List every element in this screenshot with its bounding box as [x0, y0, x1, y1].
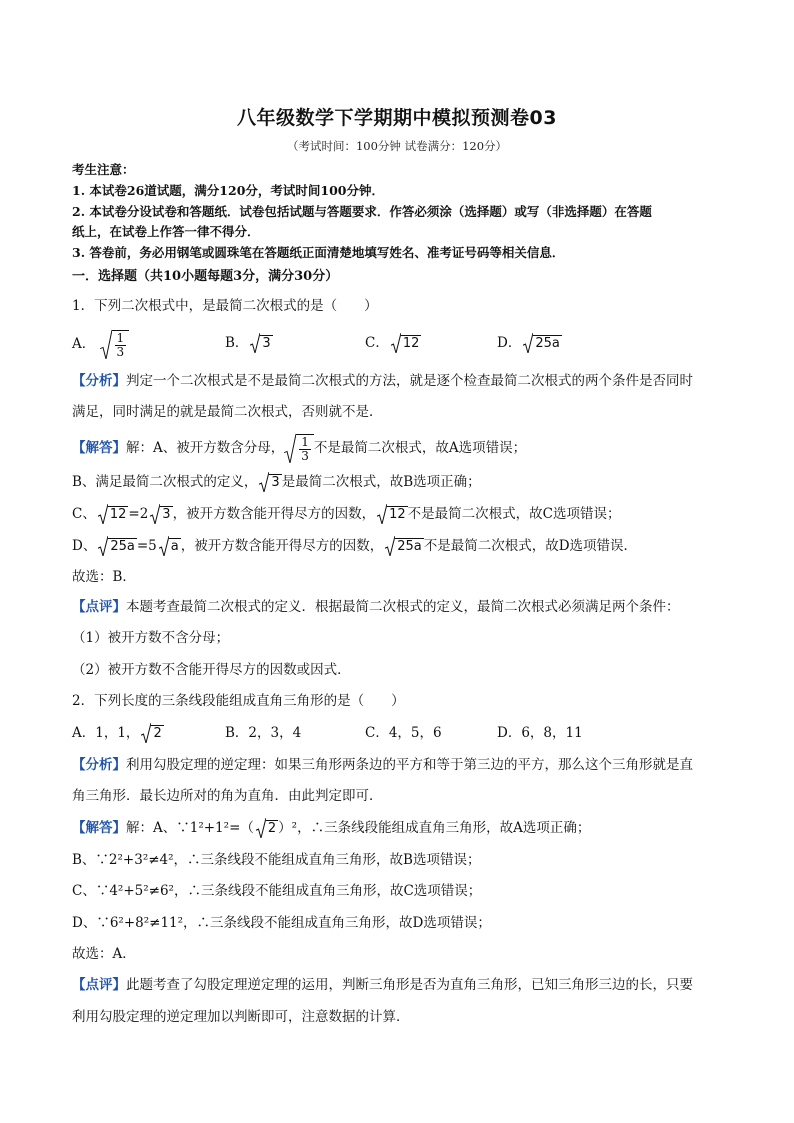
- q1-option-c: C． 12: [365, 335, 420, 351]
- q2-answer-c: C、∵4²+5²≠6²，∴三条线段不能组成直角三角形，故C选项错误；: [72, 883, 482, 899]
- notice-item-3: 3. 答卷前，务必用钢笔或圆珠笔在答题纸正面清楚地填写姓名、准考证号码等相关信息．: [72, 245, 565, 260]
- q2-answer-a: 【解答】解：A、∵1²+1²=（ 2 ）²，∴三条线段能组成直角三角形，故A选项正确；: [72, 820, 591, 836]
- section-heading: 一．选择题（共10小题每题3分，满分30分）: [72, 269, 339, 284]
- radical-sign-icon: [159, 536, 169, 556]
- radical-sign-icon: [377, 504, 387, 524]
- q1-comment-1: （1）被开方数不含分母；: [72, 630, 230, 646]
- comment-tag: 【点评】: [72, 977, 126, 993]
- radical-sign-icon: [256, 818, 266, 838]
- q2-option-d: D．6，8，11: [497, 725, 583, 741]
- q2-comment: 【点评】此题考查了勾股定理逆定理的运用，判断三角形是否为直角三角形，已知三角形三边的长，只要: [72, 977, 693, 993]
- analysis-tag: 【分析】: [72, 373, 126, 389]
- q1-answer-b: B、满足最简二次根式的定义， 3 是最简二次根式，故B选项正确；: [72, 474, 481, 490]
- q2-option-a: A．1，1， 2: [72, 725, 162, 741]
- q2-answer-b: B、∵2²+3²≠4²，∴三条线段不能组成直角三角形，故B选项错误；: [72, 852, 481, 868]
- radical-sign-icon: [391, 333, 401, 353]
- q1-option-a: [72, 330, 129, 359]
- exam-subtitle: （考试时间：100分钟 试卷满分：120分）: [286, 139, 508, 153]
- q1-comment: 【点评】本题考查最简二次根式的定义．根据最简二次根式的定义，最简二次根式必须满足两个条件：: [72, 599, 680, 615]
- radical-sign-icon: [523, 333, 533, 353]
- radical-sign-icon: [250, 333, 260, 353]
- notice-heading: 考生注意：: [72, 162, 135, 177]
- q1-analysis-cont: 满足，同时满足的就是最简二次根式，否则就不是．: [72, 404, 383, 420]
- q1-answer-d: D、 25a =5 a ，被开方数含能开得尽方的因数， 25a 不是最简二次根式，故D选项错误．: [72, 538, 638, 554]
- q2-answer-d: D、∵6²+8²≠11²，∴三条线段不能组成直角三角形，故D选项错误；: [72, 915, 491, 931]
- answer-tag: 【解答】: [72, 440, 126, 456]
- q1-answer-c: C、 12 =2 3 ，被开方数含能开得尽方的因数， 12 不是最简二次根式，故C选项错误；: [72, 506, 621, 522]
- q1-option-b: B． 3: [225, 335, 271, 351]
- radical-sign-icon: [150, 504, 160, 524]
- q2-option-c: C．4，5，6: [365, 725, 442, 741]
- radical-sign-icon: [385, 536, 395, 556]
- answer-tag: 【解答】: [72, 820, 126, 836]
- radical-sign-icon: [100, 330, 112, 359]
- q1-comment-2: （2）被开方数不含能开得尽方的因数或因式．: [72, 662, 351, 678]
- q1-choice: 故选：B．: [72, 569, 136, 585]
- notice-item-2: 2. 本试卷分设试卷和答题纸．试卷包括试题与答题要求．作答必须涂（选择题）或写（非选择题）在答题: [72, 204, 652, 219]
- radical-sign-icon: [98, 504, 108, 524]
- q1-answer-a: 【解答】解：A、被开方数含分母， $\frac{1}{3}$ 不是最简二次根式，故A选项错误；: [72, 435, 527, 463]
- q1-option-a-label: A．: [72, 336, 96, 352]
- q1-option-d-label: D．: [497, 335, 522, 351]
- q2-choice: 故选：A．: [72, 946, 136, 962]
- notice-item-2-cont: 纸上，在试卷上作答一律不得分．: [72, 224, 260, 239]
- q1-option-d: D． 25a: [497, 335, 560, 351]
- q1-analysis: 【分析】判定一个二次根式是不是最简二次根式的方法，就是逐个检查最简二次根式的两个条件是否同时: [72, 373, 693, 389]
- q2-option-b: B．2，3，4: [225, 725, 302, 741]
- radical-sign-icon: [141, 723, 151, 743]
- analysis-tag: 【分析】: [72, 757, 126, 773]
- q2-comment-cont: 利用勾股定理的逆定理加以判断即可，注意数据的计算．: [72, 1009, 410, 1025]
- q1-option-b-label: B．: [225, 335, 249, 351]
- q2-analysis: 【分析】利用勾股定理的逆定理：如果三角形两条边的平方和等于第三边的平方，那么这个三角形就是直: [72, 757, 693, 773]
- q1-option-c-label: C．: [365, 335, 389, 351]
- notice-item-1: 1. 本试卷26道试题，满分120分，考试时间100分钟．: [72, 183, 384, 198]
- q1-option-a-sqrt: $\frac{1}{3}$: [100, 330, 130, 359]
- radical-sign-icon: [284, 434, 296, 463]
- comment-tag: 【点评】: [72, 599, 126, 615]
- q2-analysis-cont: 角三角形．最长边所对的角为直角．由此判定即可．: [72, 788, 383, 804]
- q2-stem: 2．下列长度的三条线段能组成直角三角形的是（ ）: [72, 693, 405, 709]
- radical-sign-icon: [98, 536, 108, 556]
- radical-sign-icon: [259, 472, 269, 492]
- page-title: 八年级数学下学期期中模拟预测卷03: [237, 107, 557, 129]
- q1-stem: 1．下列二次根式中，是最简二次根式的是（ ）: [72, 298, 378, 314]
